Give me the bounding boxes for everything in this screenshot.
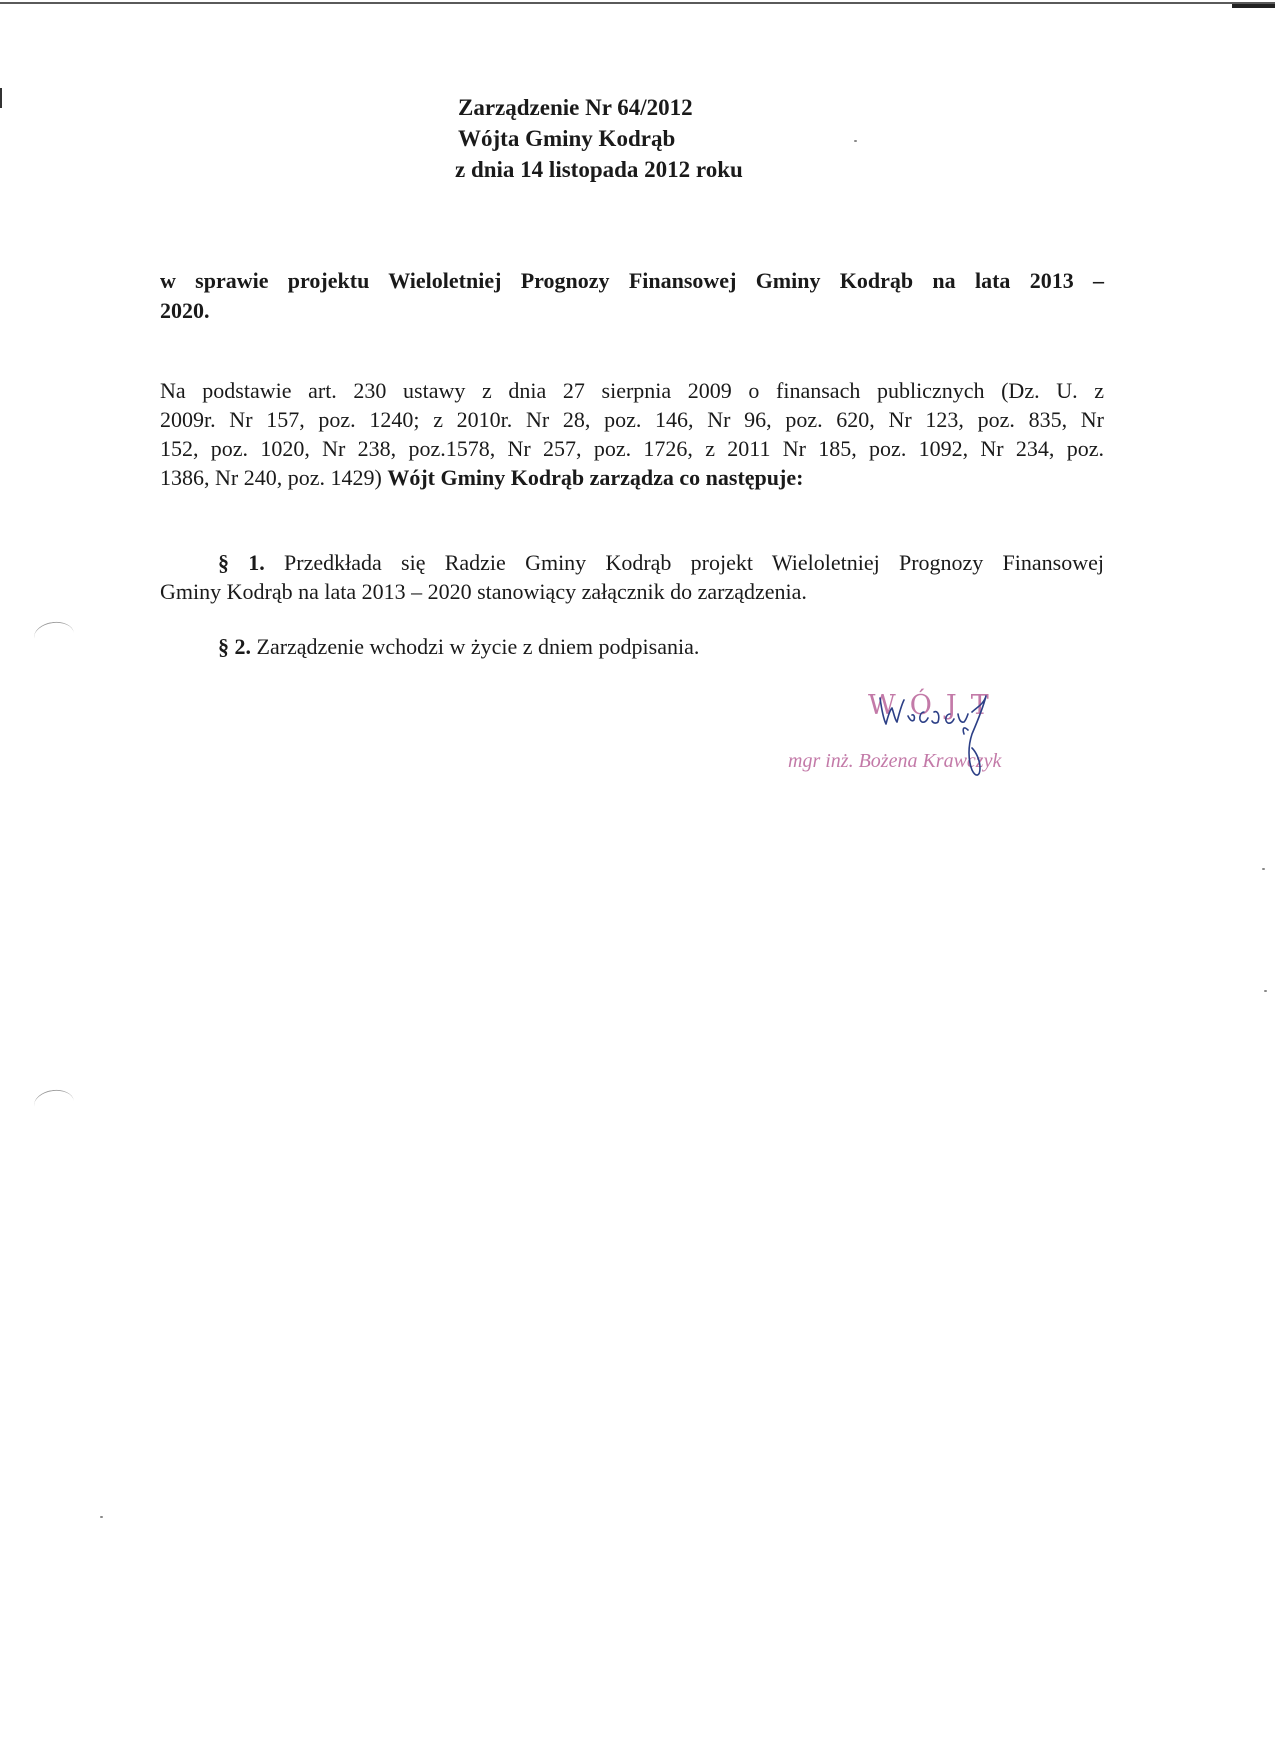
- issuer: Wójta Gminy Kodrąb: [458, 126, 676, 151]
- legal-basis-paragraph: [160, 376, 1104, 492]
- paragraph-text: 1386, Nr 240, poz. 1429): [160, 465, 382, 490]
- scan-speck: [1264, 990, 1267, 992]
- scan-edge-mark: [0, 88, 2, 108]
- paragraph-line: 2009r. Nr 157, poz. 1240; z 2010r. Nr 28, poz. 146, Nr 96, poz. 620, Nr 123, poz. 835, Nr: [160, 407, 1104, 432]
- paragraph-line: 152, poz. 1020, Nr 238, poz.1578, Nr 257, poz. 1726, z 2011 Nr 185, poz. 1092, Nr 234, poz.: [160, 436, 1104, 461]
- section-2: [218, 632, 699, 661]
- section-text: Przedkłada się Radzie Gminy Kodrąb projekt Wieloletniej Prognozy Finansowej: [284, 550, 1104, 575]
- scan-top-border: [0, 2, 1275, 4]
- paragraph-line: [160, 463, 1104, 492]
- document-subject: [160, 266, 1104, 326]
- document-title: Zarządzenie Nr 64/2012: [458, 95, 693, 120]
- punch-hole-mark: [32, 619, 75, 651]
- scan-corner-mark: [1232, 4, 1275, 8]
- section-1: [160, 548, 1104, 606]
- subject-line: 2020.: [160, 298, 210, 323]
- stamp-name: mgr inż. Bożena Krawczyk: [788, 750, 1002, 772]
- section-sign: § 1.: [218, 550, 265, 575]
- scan-speck: [1262, 868, 1265, 870]
- document-date: z dnia 14 listopada 2012 roku: [455, 157, 743, 182]
- scan-speck: [100, 1516, 103, 1518]
- section-text: Zarządzenie wchodzi w życie z dniem podpisania.: [256, 634, 700, 659]
- paragraph-line: [160, 548, 1104, 577]
- punch-hole-mark: [32, 1087, 75, 1119]
- decree-clause: Wójt Gminy Kodrąb zarządza co następuje:: [387, 465, 804, 490]
- section-sign: § 2.: [218, 634, 251, 659]
- stamp-title: WÓJT: [868, 690, 1003, 721]
- handwritten-signature: [868, 690, 998, 800]
- paragraph-line: Na podstawie art. 230 ustawy z dnia 27 sierpnia 2009 o finansach publicznych (Dz. U. z: [160, 378, 1104, 403]
- document-header: [455, 92, 743, 185]
- paragraph-line: Gminy Kodrąb na lata 2013 – 2020 stanowiący załącznik do zarządzenia.: [160, 579, 807, 604]
- scan-speck: [854, 140, 857, 142]
- subject-line: w sprawie projektu Wieloletniej Prognozy Finansowej Gminy Kodrąb na lata 2013 –: [160, 268, 1104, 293]
